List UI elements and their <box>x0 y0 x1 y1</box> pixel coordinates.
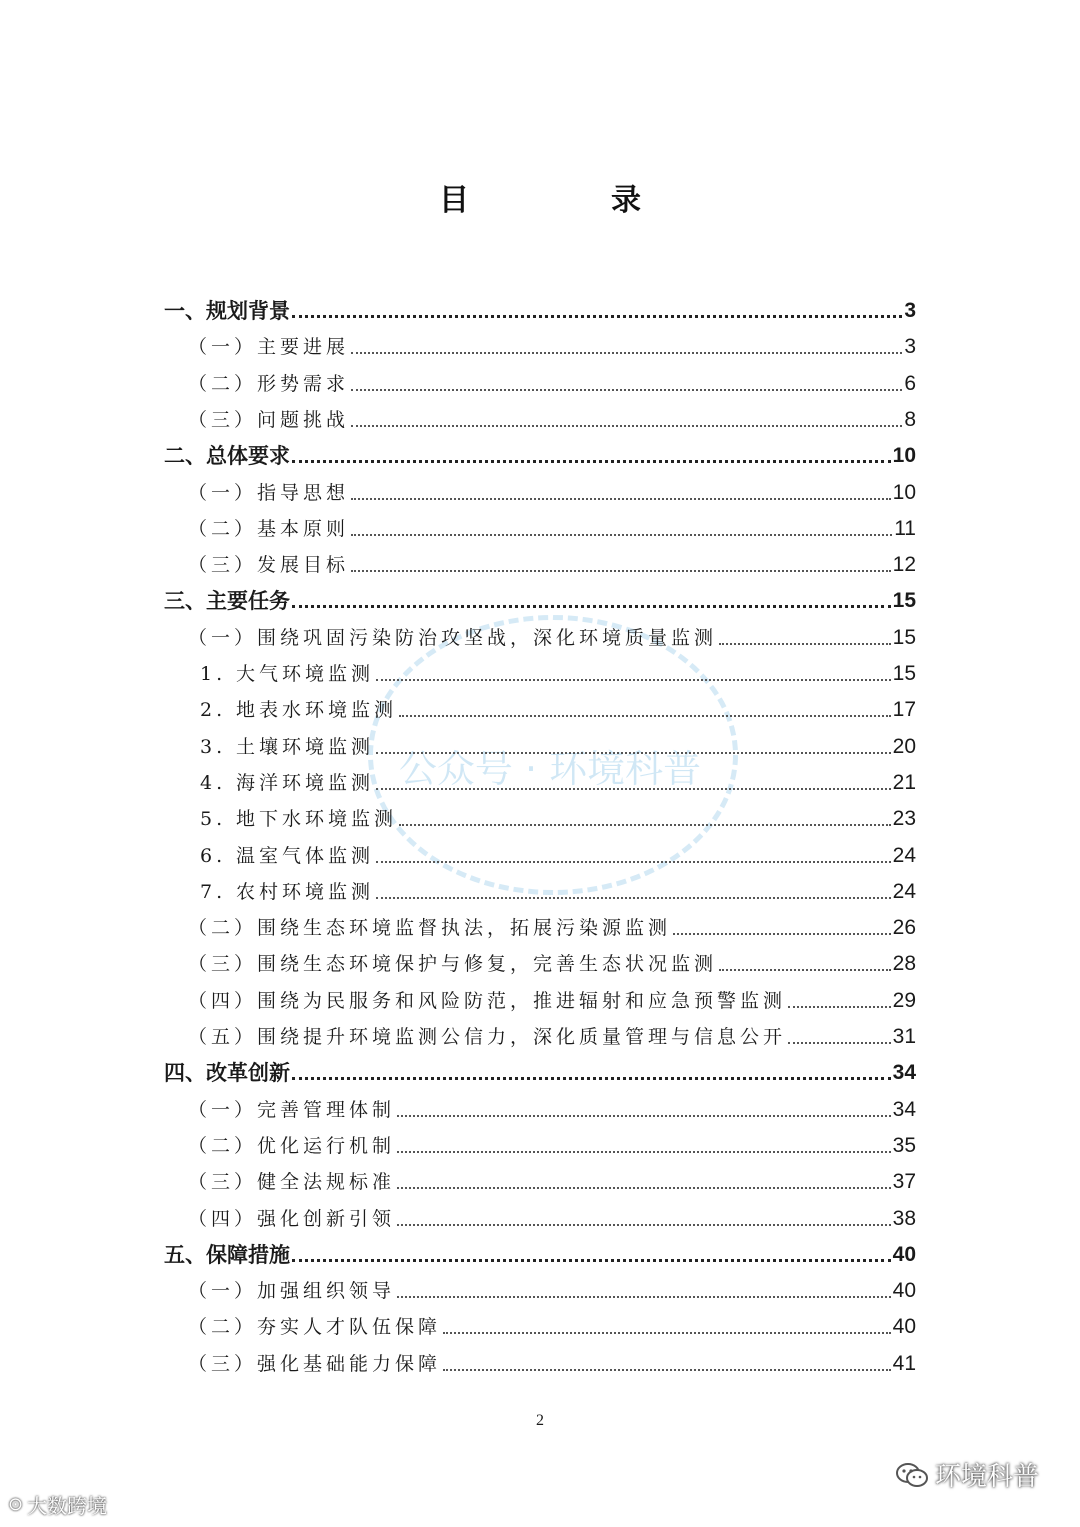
toc-entry-page: 35 <box>892 1133 916 1157</box>
toc-dot-leader <box>397 1187 891 1189</box>
toc-dot-leader <box>376 861 891 863</box>
toc-entry-label: （三）健全法规标准 <box>188 1171 396 1194</box>
toc-dot-leader <box>292 460 891 463</box>
toc-entry-page: 20 <box>892 734 916 758</box>
toc-entry-label: （一）加强组织领导 <box>188 1280 396 1303</box>
toc-entry-section[interactable] <box>188 1125 916 1161</box>
toc-entry-label: 二、总体要求 <box>164 444 290 469</box>
toc-entry-label: （三）发展目标 <box>188 554 350 577</box>
toc-dot-leader <box>788 1006 891 1008</box>
toc-entry-page: 6 <box>904 371 916 395</box>
toc-entry-page: 15 <box>892 625 916 649</box>
toc-entry-section[interactable] <box>188 617 916 653</box>
brand-left <box>8 1490 107 1519</box>
toc-entry-chapter[interactable] <box>164 435 916 471</box>
toc-entry-chapter[interactable] <box>164 1052 916 1088</box>
toc-entry-label: （二）夯实人才队伍保障 <box>188 1316 442 1339</box>
toc-entry-item[interactable] <box>200 653 916 689</box>
toc-entry-number: 5. <box>200 808 227 831</box>
toc-entry-label: （二）基本原则 <box>188 517 350 540</box>
toc-entry-section[interactable] <box>188 508 916 544</box>
toc-entry-text: 地表水环境监测 <box>236 699 398 722</box>
toc-entry-section[interactable] <box>188 1016 916 1052</box>
brand-left-label: 大数跨境 <box>27 1494 108 1518</box>
toc-entry-section[interactable] <box>188 472 916 508</box>
toc-dot-leader <box>351 352 902 354</box>
toc-entry-item[interactable] <box>200 726 916 762</box>
toc-entry-page: 11 <box>894 516 916 540</box>
brand-logo-icon: ⊙ <box>8 1494 24 1515</box>
toc-entry-item[interactable] <box>200 689 916 725</box>
toc-entry-section[interactable] <box>188 544 916 580</box>
toc-entry-label <box>200 732 374 762</box>
toc-entry-page: 12 <box>892 553 916 577</box>
toc-entry-section[interactable] <box>188 1306 916 1342</box>
toc-dot-leader <box>673 933 891 935</box>
toc-entry-label: （一）完善管理体制 <box>188 1098 396 1121</box>
toc-entry-page: 24 <box>892 843 916 867</box>
toc-entry-section[interactable] <box>188 1161 916 1197</box>
toc-dot-leader <box>292 315 902 318</box>
toc-entry-label: （一）主要进展 <box>188 336 350 359</box>
toc-dot-leader <box>788 1042 891 1044</box>
brand-right-label: 环境科普 <box>935 1462 1040 1492</box>
toc-dot-leader <box>399 824 891 826</box>
toc-entry-text: 大气环境监测 <box>236 663 375 685</box>
toc-entry-page: 10 <box>892 480 916 504</box>
toc-entry-page: 40 <box>892 1242 916 1266</box>
toc-entry-label <box>200 695 397 725</box>
toc-dot-leader <box>351 570 891 572</box>
toc-entry-number: 6. <box>200 844 227 867</box>
toc-entry-page: 3 <box>904 299 916 322</box>
toc-dot-leader <box>351 534 892 536</box>
toc-dot-leader <box>719 643 891 645</box>
toc-entry-label: （二）形势需求 <box>188 372 350 395</box>
toc-entry-page: 26 <box>892 916 916 940</box>
toc-entry-item[interactable] <box>200 798 916 834</box>
toc-entry-section[interactable] <box>188 1270 916 1306</box>
toc-entry-section[interactable] <box>188 326 916 362</box>
toc-entry-page: 40 <box>892 1315 916 1339</box>
toc-entry-page: 41 <box>892 1351 916 1375</box>
toc-dot-leader <box>376 752 891 754</box>
toc-entry-number: 2. <box>200 699 227 722</box>
page-number: 2 <box>536 1412 544 1429</box>
toc-entry-section[interactable] <box>188 1198 916 1234</box>
wechat-icon <box>895 1461 929 1489</box>
toc-dot-leader <box>292 1077 891 1080</box>
toc-dot-leader <box>351 498 891 500</box>
toc-entry-item[interactable] <box>200 762 916 798</box>
toc-entry-section[interactable] <box>188 1343 916 1379</box>
toc-entry-chapter[interactable] <box>164 580 916 616</box>
toc-entry-label: （三）围绕生态环境保护与修复，完善生态状况监测 <box>188 953 718 976</box>
toc-entry-page: 24 <box>892 879 916 903</box>
toc-entry-section[interactable] <box>188 943 916 979</box>
toc-entry-page: 34 <box>892 1097 916 1121</box>
toc-entry-label: （二）优化运行机制 <box>188 1134 396 1157</box>
toc-entry-section[interactable] <box>188 399 916 435</box>
toc-entry-page: 3 <box>904 335 916 359</box>
toc-entry-page: 21 <box>892 770 916 794</box>
toc-entry-chapter[interactable] <box>164 1234 916 1270</box>
toc-entry-page: 15 <box>892 662 916 685</box>
toc-entry-page: 23 <box>892 807 916 831</box>
toc-dot-leader <box>399 715 891 717</box>
toc-entry-section[interactable] <box>188 1089 916 1125</box>
toc-dot-leader <box>292 605 891 608</box>
toc-entry-number: 3. <box>200 735 227 758</box>
toc-entry-page: 37 <box>892 1170 916 1194</box>
toc-entry-text: 地下水环境监测 <box>236 808 398 831</box>
toc-entry-label <box>200 804 397 834</box>
toc-entry-page: 38 <box>892 1206 916 1230</box>
toc-entry-label: 五、保障措施 <box>164 1242 290 1267</box>
toc-entry-page: 15 <box>892 589 916 613</box>
toc-entry-chapter[interactable] <box>164 290 916 326</box>
toc-entry-page: 10 <box>892 444 916 468</box>
toc-entry-section[interactable] <box>188 980 916 1016</box>
watermark-text: 公众号 · 环境科普 <box>398 747 702 791</box>
toc-entry-label: （五）围绕提升环境监测公信力，深化质量管理与信息公开 <box>188 1026 787 1048</box>
toc-entry-item[interactable] <box>200 871 916 907</box>
toc-entry-label: （四）围绕为民服务和风险防范，推进辐射和应急预警监测 <box>188 989 787 1012</box>
toc-entry-section[interactable] <box>188 907 916 943</box>
toc-entry-label: （三）强化基础能力保障 <box>188 1352 442 1375</box>
toc-dot-leader <box>397 1151 891 1153</box>
toc-dot-leader <box>443 1332 891 1334</box>
toc-entry-item[interactable] <box>200 835 916 871</box>
toc-entry-label <box>200 659 374 689</box>
toc-entry-label: （三）问题挑战 <box>188 408 350 431</box>
toc-entry-page: 8 <box>904 407 916 431</box>
toc-dot-leader <box>292 1259 891 1262</box>
toc-entry-label: （四）强化创新引领 <box>188 1207 396 1230</box>
toc-entry-number: 7. <box>200 880 227 903</box>
toc-entry-number: 4. <box>200 771 227 794</box>
toc-entry-page: 31 <box>892 1025 916 1048</box>
toc-entry-section[interactable] <box>188 363 916 399</box>
toc-entry-label: （一）围绕巩固污染防治攻坚战，深化环境质量监测 <box>188 626 718 649</box>
toc-dot-leader <box>351 425 902 427</box>
brand-right <box>895 1456 1039 1493</box>
toc-entry-text: 农村环境监测 <box>236 880 375 903</box>
toc-entry-label: 一、规划背景 <box>164 299 290 323</box>
toc-entry-label: （二）围绕生态环境监督执法，拓展污染源监测 <box>188 917 672 940</box>
toc-entry-text: 土壤环境监测 <box>236 735 375 758</box>
toc-entry-label: （一）指导思想 <box>188 481 350 504</box>
toc-dot-leader <box>719 969 891 971</box>
toc-entry-label <box>200 877 374 907</box>
toc-entry-page: 29 <box>892 988 916 1012</box>
toc-entry-label: 三、主要任务 <box>164 589 290 614</box>
toc-dot-leader <box>376 679 891 681</box>
toc-entry-page: 28 <box>892 952 916 976</box>
toc-entry-label: 四、改革创新 <box>164 1061 290 1086</box>
toc-entry-number: 1. <box>200 663 227 685</box>
toc-dot-leader <box>397 1115 891 1117</box>
toc-entry-text: 海洋环境监测 <box>236 771 375 794</box>
toc-dot-leader <box>443 1369 891 1371</box>
toc-entry-page: 17 <box>892 698 916 722</box>
page-title: 目 录 <box>439 183 697 218</box>
toc-entry-text: 温室气体监测 <box>236 844 375 867</box>
toc-entry-label <box>200 841 374 871</box>
toc-dot-leader <box>397 1296 891 1298</box>
toc-entry-page: 34 <box>892 1061 916 1085</box>
toc-dot-leader <box>397 1224 891 1226</box>
toc-dot-leader <box>351 389 902 391</box>
toc-entry-label <box>200 768 374 798</box>
toc-dot-leader <box>376 788 891 790</box>
toc-entry-page: 40 <box>892 1279 916 1303</box>
toc-dot-leader <box>376 897 891 899</box>
